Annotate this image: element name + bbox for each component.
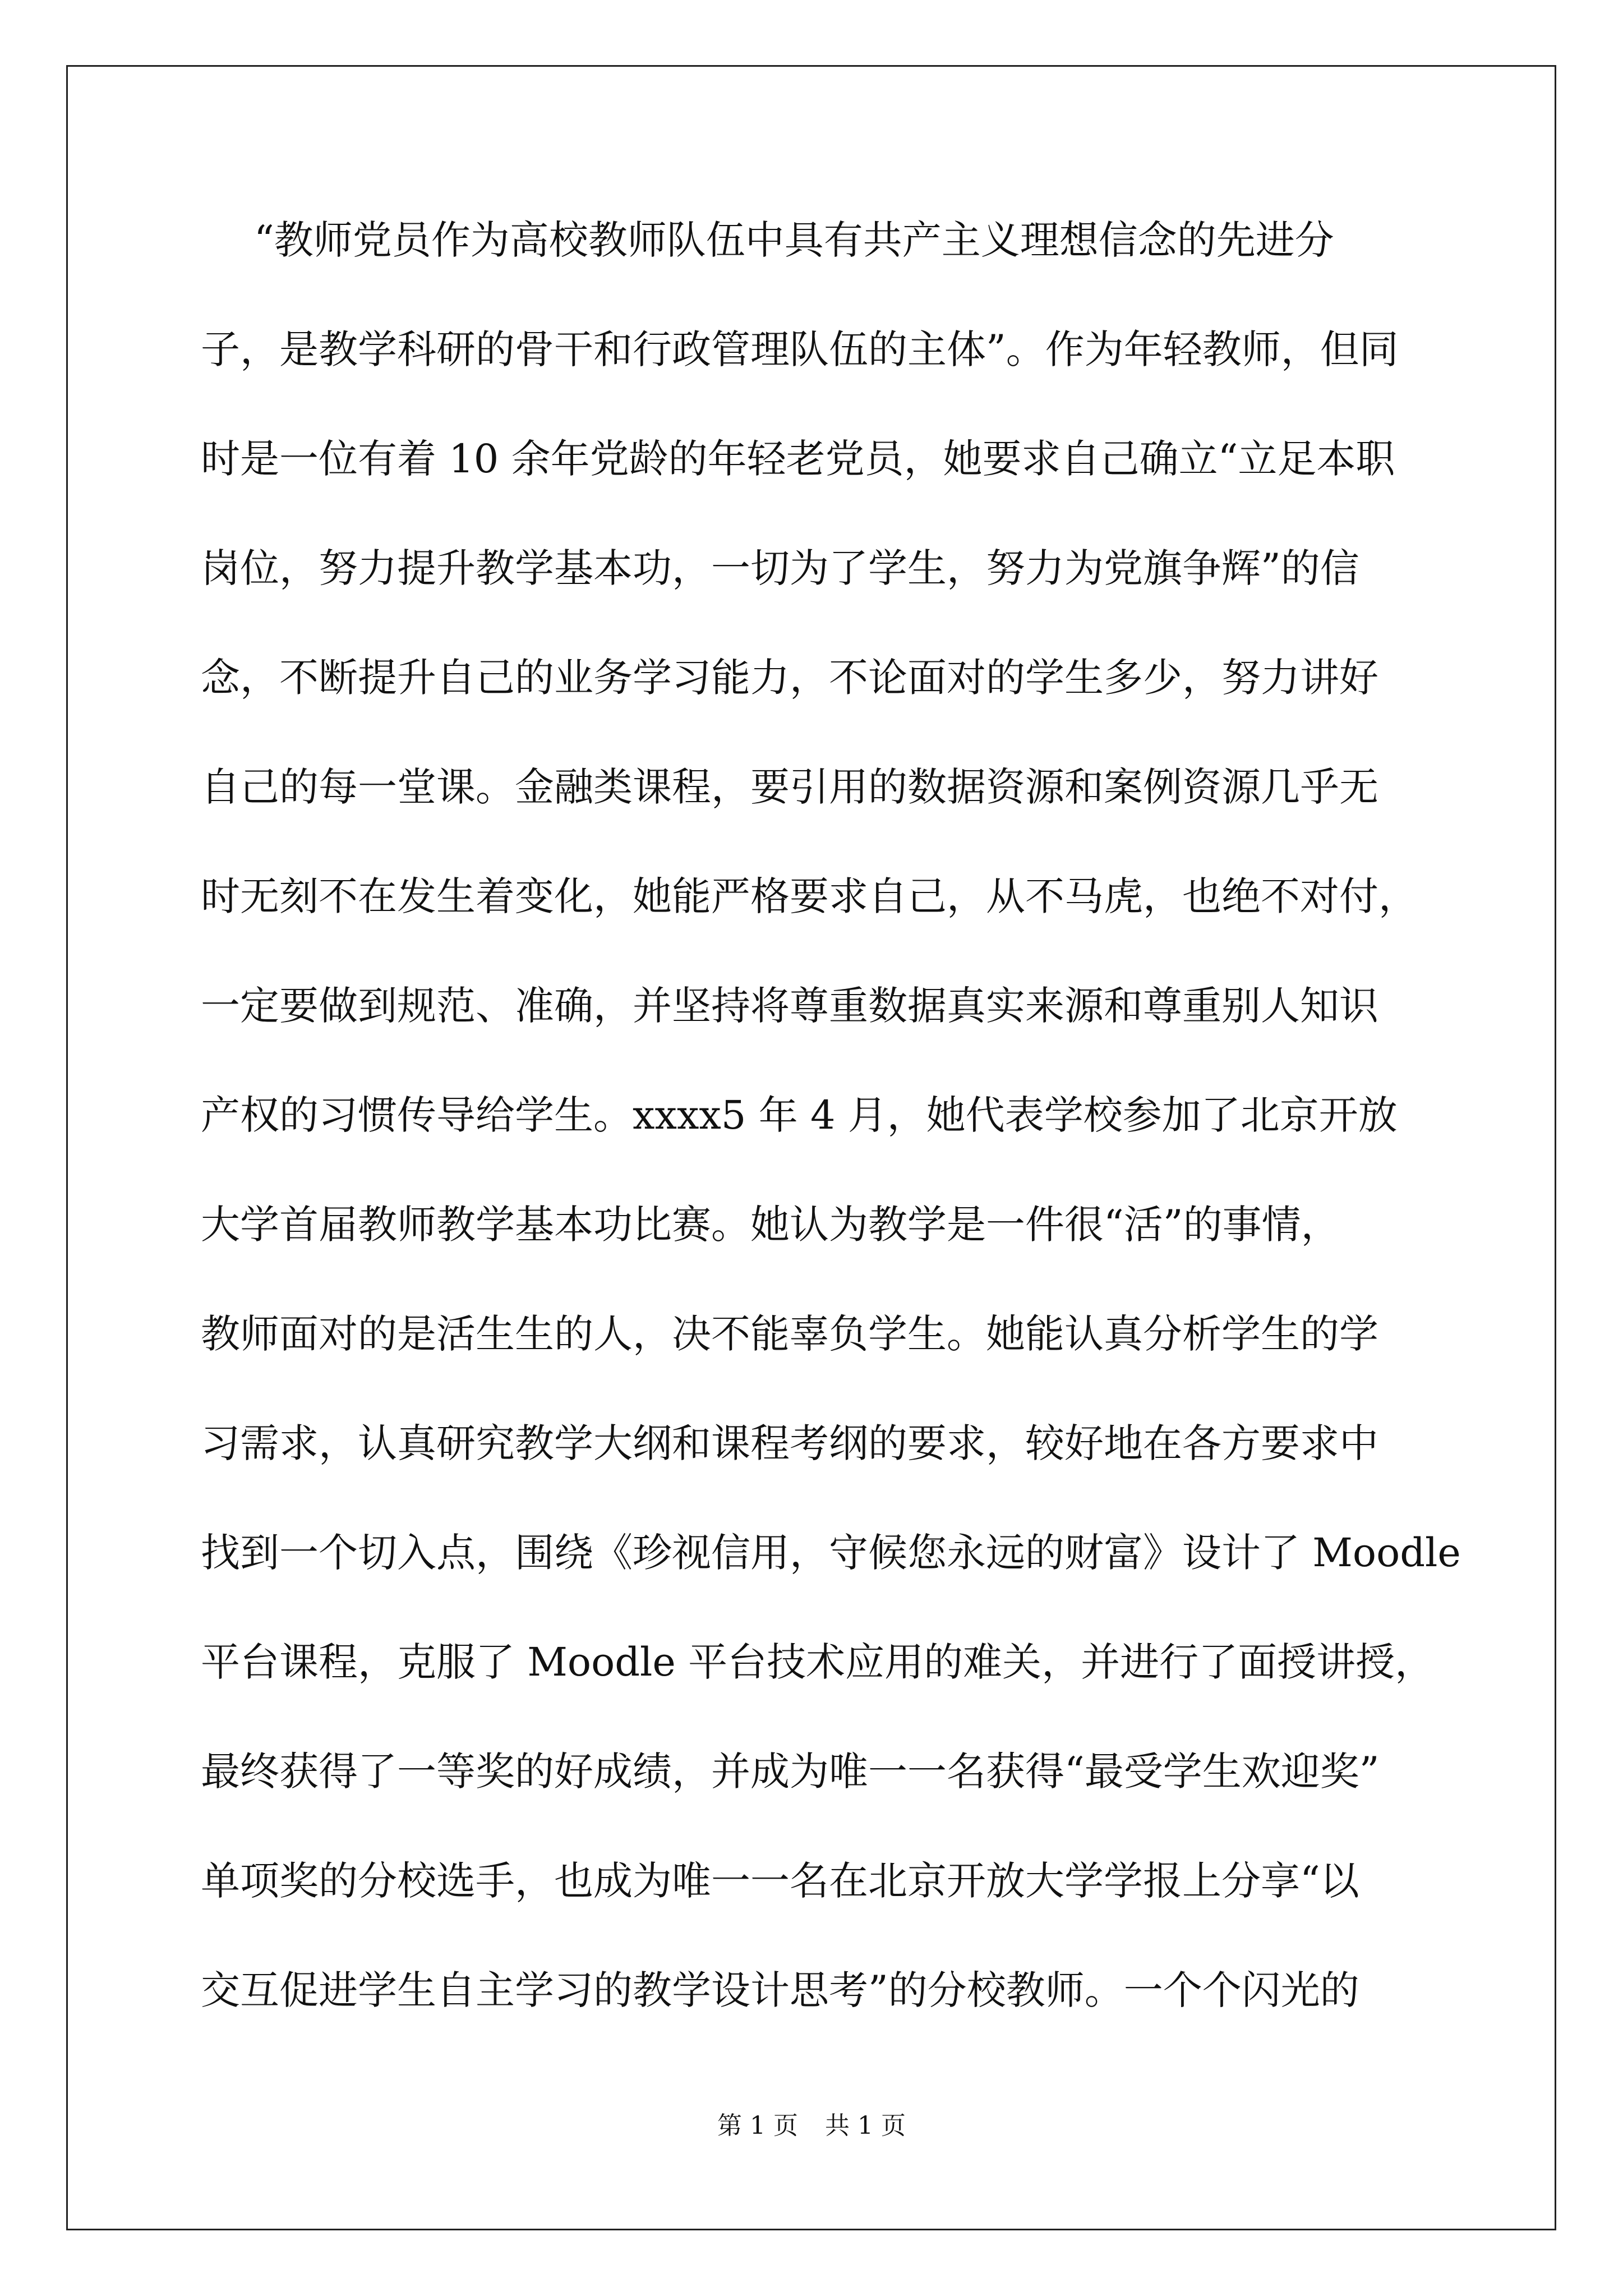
paragraph-line-13: 找到一个切入点，围绕《珍视信用，守候您永远的财富》设计了 Moodle [201,1530,1461,1576]
paragraph-line-11: 教师面对的是活生生的人，决不能辜负学生。她能认真分析学生的学 [201,1311,1378,1357]
paragraph-line-2: 子，是教学科研的骨干和行政管理队伍的主体”。作为年轻教师，但同 [201,326,1399,372]
paragraph-line-6: 自己的每一堂课。金融类课程，要引用的数据资源和案例资源几乎无 [201,764,1378,810]
paragraph-line-16: 单项奖的分校选手，也成为唯一一名在北京开放大学学报上分享“以 [201,1858,1359,1904]
paragraph-line-10: 大学首届教师教学基本功比赛。她认为教学是一件很“活”的事情， [201,1202,1340,1248]
body-text [201,217,1461,2080]
paragraph-line-14: 平台课程，克服了 Moodle 平台技术应用的难关，并进行了面授讲授， [201,1639,1435,1685]
paragraph-line-9: 产权的习惯传导给学生。xxxx5 年 4 月，她代表学校参加了北京开放 [201,1092,1398,1138]
page-number-total: 共 1 页 [825,2111,906,2140]
paragraph-line-15: 最终获得了一等奖的好成绩，并成为唯一一名获得“最受学生欢迎奖” [201,1749,1380,1795]
page-footer [0,2112,1623,2140]
paragraph-line-7: 时无刻不在发生着变化，她能严格要求自己，从不马虎，也绝不对付， [201,873,1418,919]
paragraph-line-8: 一定要做到规范、准确，并坚持将尊重数据真实来源和尊重别人知识 [201,983,1378,1029]
paragraph-line-5: 念，不断提升自己的业务学习能力，不论面对的学生多少，努力讲好 [201,655,1378,701]
paragraph-line-12: 习需求，认真研究教学大纲和课程考纲的要求，较好地在各方要求中 [201,1420,1378,1466]
page-number-current: 第 1 页 [717,2111,798,2140]
paragraph-line-17: 交互促进学生自主学习的教学设计思考”的分校教师。一个个闪光的 [201,1967,1359,2013]
paragraph-line-1: “教师党员作为高校教师队伍中具有共产主义理想信念的先进分 [254,217,1334,263]
paragraph-line-4: 岗位，努力提升教学基本功，一切为了学生，努力为党旗争辉”的信 [201,545,1359,591]
paragraph-line-3: 时是一位有着 10 余年党龄的年轻老党员，她要求自己确立“立足本职 [201,436,1395,482]
